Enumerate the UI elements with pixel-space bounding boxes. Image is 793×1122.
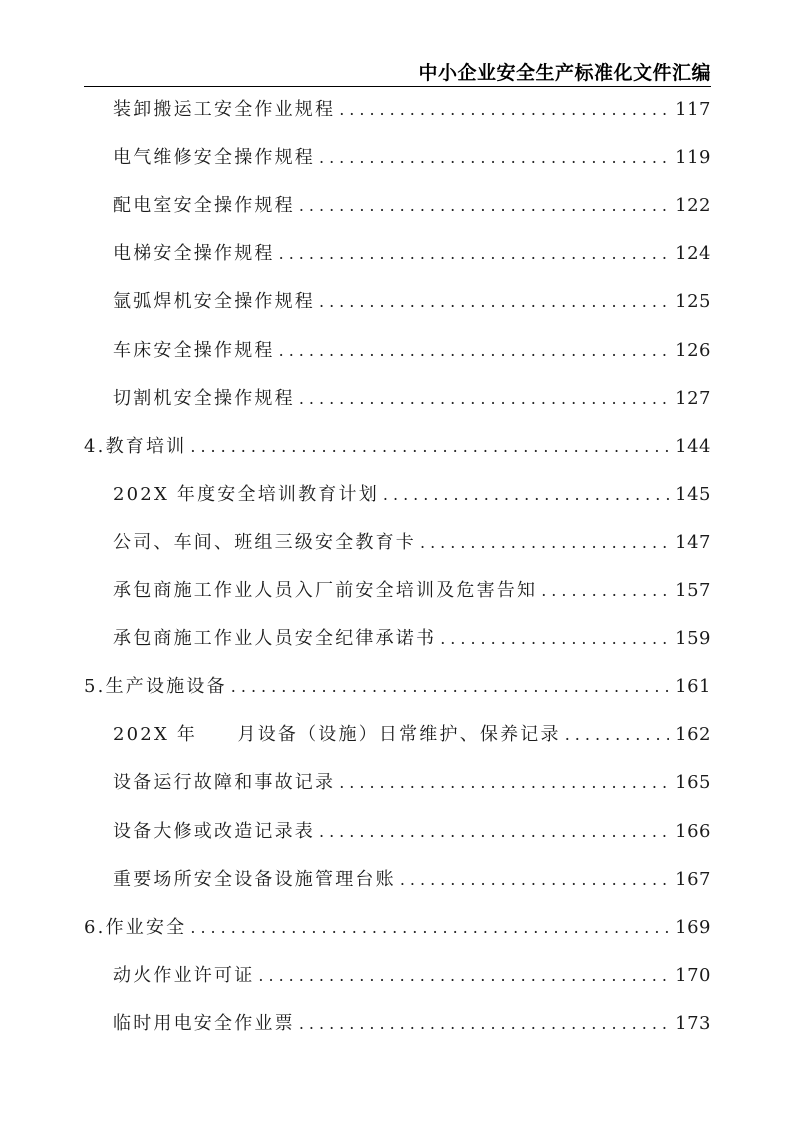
toc-page-number: 169 [675, 916, 711, 938]
toc-page-number: 159 [675, 628, 711, 650]
toc-section [84, 673, 711, 701]
toc-page-number: 125 [675, 291, 711, 313]
toc-page-number: 162 [675, 724, 711, 746]
toc-entry-title: 设备运行故障和事故记录 [113, 772, 336, 794]
toc-page-number: 144 [675, 435, 711, 457]
toc-dot-leader [279, 337, 670, 365]
toc-entry [113, 577, 711, 605]
toc-entry-title: 重要场所安全设备设施管理台账 [113, 868, 396, 890]
toc-dot-leader [258, 962, 669, 990]
toc-page-number: 167 [675, 868, 711, 890]
toc-dot-leader [190, 433, 669, 461]
toc-entry-title: 电气维修安全操作规程 [113, 147, 315, 169]
toc-entry-title: 5.生产设施设备 [84, 676, 227, 698]
toc-entry [113, 1010, 711, 1038]
toc-page-number: 147 [675, 531, 711, 553]
toc-entry-title: 切割机安全操作规程 [113, 387, 295, 409]
toc-dot-leader [319, 818, 669, 846]
toc-dot-leader [279, 240, 670, 268]
toc-entry [113, 769, 711, 797]
toc-dot-leader [339, 96, 669, 124]
toc-dot-leader [420, 529, 669, 557]
toc-entry [113, 529, 711, 557]
toc-dot-leader [319, 288, 669, 316]
toc-entry [113, 962, 711, 990]
toc-entry-title: 电梯安全操作规程 [113, 243, 275, 265]
toc-entry-title: 配电室安全操作规程 [113, 195, 295, 217]
page-header [84, 56, 711, 87]
toc-dot-leader [299, 385, 669, 413]
toc-page-number: 145 [675, 483, 711, 505]
toc-entry-title: 202X 年 月设备（设施）日常维护、保养记录 [113, 724, 561, 746]
toc-entry-title: 氩弧焊机安全操作规程 [113, 291, 315, 313]
toc-page-number: 166 [675, 820, 711, 842]
toc-entry [113, 240, 711, 268]
toc-dot-leader [339, 769, 669, 797]
toc-page-number: 165 [675, 772, 711, 794]
toc-dot-leader [565, 721, 669, 749]
toc-entry-title: 临时用电安全作业票 [113, 1012, 295, 1034]
toc-entry [113, 96, 711, 124]
toc-page-number: 124 [675, 243, 711, 265]
toc-entry-title: 202X 年度安全培训教育计划 [113, 483, 379, 505]
toc-dot-leader [299, 192, 669, 220]
toc-dot-leader [541, 577, 669, 605]
toc-dot-leader [440, 625, 669, 653]
toc-dot-leader [319, 144, 669, 172]
toc-page-number: 161 [675, 676, 711, 698]
toc-entry [113, 481, 711, 509]
toc-entry [113, 866, 711, 894]
toc-entry-title: 公司、车间、班组三级安全教育卡 [113, 531, 416, 553]
toc-entry-title: 承包商施工作业人员安全纪律承诺书 [113, 628, 437, 650]
toc-entry [113, 385, 711, 413]
toc-entry-title: 车床安全操作规程 [113, 339, 275, 361]
toc-page-number: 122 [675, 195, 711, 217]
toc-page-number: 127 [675, 387, 711, 409]
toc-entry [113, 337, 711, 365]
toc-dot-leader [299, 1010, 669, 1038]
toc-entry-title: 4.教育培训 [84, 435, 187, 457]
toc-dot-leader [231, 673, 669, 701]
toc-entry [113, 721, 711, 749]
toc-entry-title: 装卸搬运工安全作业规程 [113, 99, 336, 120]
toc-entry-title: 动火作业许可证 [113, 964, 255, 986]
toc-entry-title: 6.作业安全 [84, 916, 187, 938]
toc-page-number: 126 [675, 339, 711, 361]
toc-dot-leader [190, 914, 669, 942]
toc-dot-leader [383, 481, 669, 509]
toc-page-number: 170 [675, 964, 711, 986]
toc-entry [113, 288, 711, 316]
document-title: 中小企业安全生产标准化文件汇编 [418, 62, 711, 84]
toc-page-number: 173 [675, 1012, 711, 1034]
toc-page-number: 119 [675, 147, 711, 169]
toc-entry [113, 144, 711, 172]
toc-entry [113, 818, 711, 846]
toc-dot-leader [400, 866, 669, 894]
toc-entry [113, 192, 711, 220]
toc-section [84, 914, 711, 942]
toc-page-number: 157 [675, 580, 711, 601]
toc-entry [113, 625, 711, 653]
toc-page-number: 117 [675, 99, 711, 120]
toc-section [84, 433, 711, 461]
toc-entry-title: 承包商施工作业人员入厂前安全培训及危害告知 [113, 580, 538, 601]
toc-entry-title: 设备大修或改造记录表 [113, 820, 315, 842]
